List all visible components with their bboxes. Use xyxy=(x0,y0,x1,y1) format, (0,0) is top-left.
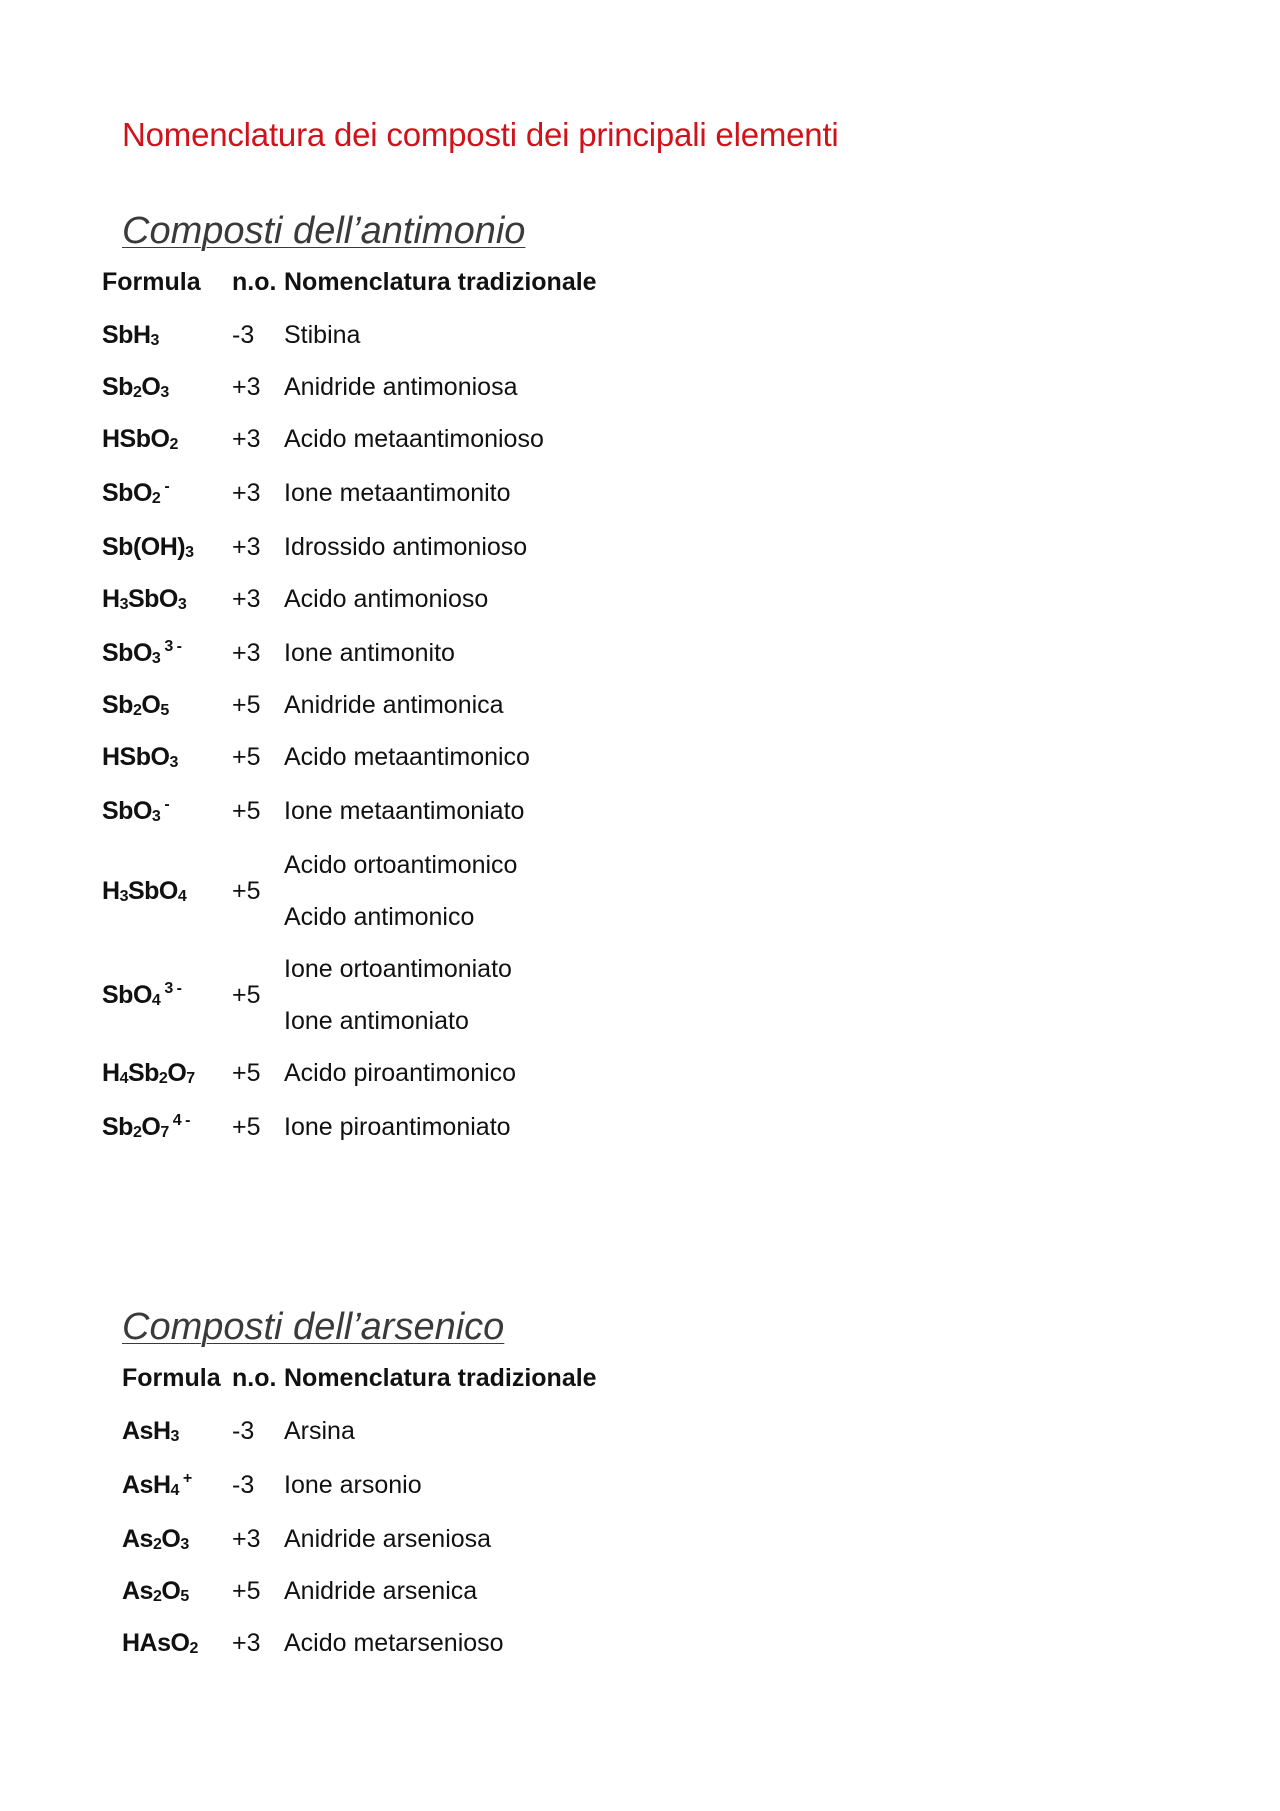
compound-name: Ione ortoantimoniato xyxy=(284,955,512,983)
compound-name: Acido antimonico xyxy=(284,903,475,931)
formula-subscript: 3 xyxy=(150,332,159,349)
formula-charge: 4 - xyxy=(172,1112,190,1129)
table-row xyxy=(0,1470,1280,1516)
formula-subscript: 2 xyxy=(132,1124,142,1141)
header-formula: Formula xyxy=(122,1364,221,1392)
compound-name: Acido ortoantimonico xyxy=(284,851,518,879)
compound-name: Acido antimonioso xyxy=(284,585,489,613)
formula-subscript: 3 xyxy=(169,754,178,771)
formula-subscript: 2 xyxy=(189,1640,198,1657)
oxidation-number: -3 xyxy=(232,321,255,349)
formula-subscript: 2 xyxy=(151,490,161,507)
oxidation-number: +5 xyxy=(232,743,261,771)
formula-subscript: 2 xyxy=(152,1536,162,1553)
table-row xyxy=(0,584,1280,630)
compound-name: Anidride antimoniosa xyxy=(284,373,518,401)
table-row xyxy=(0,742,1280,788)
formula: SbO$_3^{3 -}$ xyxy=(102,638,182,667)
compound-name: Anidride arseniosa xyxy=(284,1525,492,1553)
compound-name: Ione metaantimoniato xyxy=(284,797,525,825)
formula-subscript: 7 xyxy=(186,1070,195,1087)
formula-subscript: 7 xyxy=(160,1124,169,1141)
oxidation-number: +5 xyxy=(232,1577,261,1605)
formula-subscript: 2 xyxy=(132,384,142,401)
formula: $Sb_2O_3$ xyxy=(102,373,169,401)
formula: SbO$_4^{3 -}$ xyxy=(102,980,182,1009)
oxidation-number: +5 xyxy=(232,1059,261,1087)
table-row xyxy=(0,638,1280,684)
compound-name: Ione antimoniato xyxy=(284,1007,469,1035)
header-formula: Formula xyxy=(102,268,201,296)
oxidation-number: +3 xyxy=(232,533,261,561)
compound-name: Acido metaantimonico xyxy=(284,743,530,771)
formula: HSbO$_3$ xyxy=(102,743,178,771)
compound-name: Anidride arsenica xyxy=(284,1577,478,1605)
page-title: Nomenclatura dei composti dei principali elementi xyxy=(122,116,839,153)
oxidation-number: +3 xyxy=(232,425,261,453)
formula-subscript: 5 xyxy=(160,702,169,719)
formula-subscript: 2 xyxy=(152,1588,162,1605)
formula-charge: 3 - xyxy=(164,980,182,997)
header-name: Nomenclatura tradizionale xyxy=(284,268,597,296)
table-row xyxy=(0,372,1280,418)
section-title: Composti dell’antimonio xyxy=(122,210,526,252)
oxidation-number: +3 xyxy=(232,1629,261,1657)
formula: SbO$_2$- xyxy=(102,478,170,507)
formula-subscript: 2 xyxy=(132,702,142,719)
formula-subscript: 3 xyxy=(170,1428,179,1445)
oxidation-number: +5 xyxy=(232,797,261,825)
formula: AsH$_4$+ xyxy=(122,1470,192,1499)
compound-name: Ione antimonito xyxy=(284,639,455,667)
table-row xyxy=(0,1112,1280,1158)
formula: $Sb_2O_5$ xyxy=(102,691,169,719)
formula: $H_3SbO_4$ xyxy=(102,877,187,905)
table-header xyxy=(0,267,1280,313)
oxidation-number: +5 xyxy=(232,691,261,719)
table-row xyxy=(0,1576,1280,1622)
oxidation-number: +3 xyxy=(232,1525,261,1553)
formula-subscript: 4 xyxy=(177,888,187,905)
table-header xyxy=(0,1363,1280,1409)
compound-name: Acido metarsenioso xyxy=(284,1629,504,1657)
compound-name: Idrossido antimonioso xyxy=(284,533,528,561)
formula: AsH$_3$ xyxy=(122,1417,179,1445)
table-row xyxy=(0,1416,1280,1462)
header-no: n.o. xyxy=(232,268,277,296)
formula-subscript: 3 xyxy=(177,596,187,613)
oxidation-number: +5 xyxy=(232,877,261,905)
oxidation-number: +5 xyxy=(232,1113,261,1141)
formula: SbH$_3$ xyxy=(102,321,159,349)
oxidation-number: +3 xyxy=(232,585,261,613)
formula: $As_2O_5$ xyxy=(122,1577,189,1605)
formula-subscript: 4 xyxy=(151,992,161,1009)
formula-subscript: 4 xyxy=(119,1070,128,1087)
compound-name: Ione piroantimoniato xyxy=(284,1113,511,1141)
formula-subscript: 3 xyxy=(180,1536,189,1553)
formula: HSbO$_2$ xyxy=(102,425,178,453)
formula-subscript: 3 xyxy=(185,544,194,561)
table-row xyxy=(0,690,1280,736)
formula-subscript: 3 xyxy=(119,888,128,905)
formula: $H_3SbO_3$ xyxy=(102,585,187,613)
formula-charge: - xyxy=(164,478,170,495)
table-row xyxy=(0,1524,1280,1570)
formula: SbO$_3$- xyxy=(102,796,170,825)
header-no: n.o. xyxy=(232,1364,277,1392)
formula: $As_2O_3$ xyxy=(122,1525,189,1553)
table-row xyxy=(0,850,1280,931)
formula-subscript: 3 xyxy=(160,384,169,401)
table-row xyxy=(0,320,1280,366)
table-row xyxy=(0,1628,1280,1674)
formula-charge: + xyxy=(182,1470,192,1487)
compound-name: Acido metaantimonioso xyxy=(284,425,544,453)
table-row xyxy=(0,532,1280,578)
table-row xyxy=(0,424,1280,470)
compound-name: Stibina xyxy=(284,321,361,349)
formula-subscript: 2 xyxy=(158,1070,168,1087)
formula-subscript: 3 xyxy=(119,596,128,613)
table-row xyxy=(0,954,1280,1035)
formula: $Sb_2O_7^{4 -}$ xyxy=(102,1112,190,1141)
formula: HAsO$_2$ xyxy=(122,1629,198,1657)
compound-name: Acido piroantimonico xyxy=(284,1059,517,1087)
oxidation-number: +3 xyxy=(232,479,261,507)
table-row xyxy=(0,796,1280,842)
table-row xyxy=(0,1058,1280,1104)
compound-name: Ione arsonio xyxy=(284,1471,422,1499)
formula-subscript: 5 xyxy=(180,1588,189,1605)
formula: $Sb(OH)_3$ xyxy=(102,533,194,561)
oxidation-number: +5 xyxy=(232,981,261,1009)
compound-name: Ione metaantimonito xyxy=(284,479,511,507)
formula-charge: 3 - xyxy=(164,638,182,655)
oxidation-number: -3 xyxy=(232,1417,255,1445)
oxidation-number: -3 xyxy=(232,1471,255,1499)
header-name: Nomenclatura tradizionale xyxy=(284,1364,597,1392)
formula-subscript: 3 xyxy=(151,808,161,825)
formula: $H_4Sb_2O_7$ xyxy=(102,1059,195,1087)
oxidation-number: +3 xyxy=(232,639,261,667)
formula-subscript: 2 xyxy=(169,436,178,453)
compound-name: Anidride antimonica xyxy=(284,691,504,719)
formula-subscript: 3 xyxy=(151,650,161,667)
section-title: Composti dell’arsenico xyxy=(122,1306,505,1348)
compound-name: Arsina xyxy=(284,1417,355,1445)
formula-subscript: 4 xyxy=(170,1482,179,1499)
formula-charge: - xyxy=(164,796,170,813)
oxidation-number: +3 xyxy=(232,373,261,401)
table-row xyxy=(0,478,1280,524)
